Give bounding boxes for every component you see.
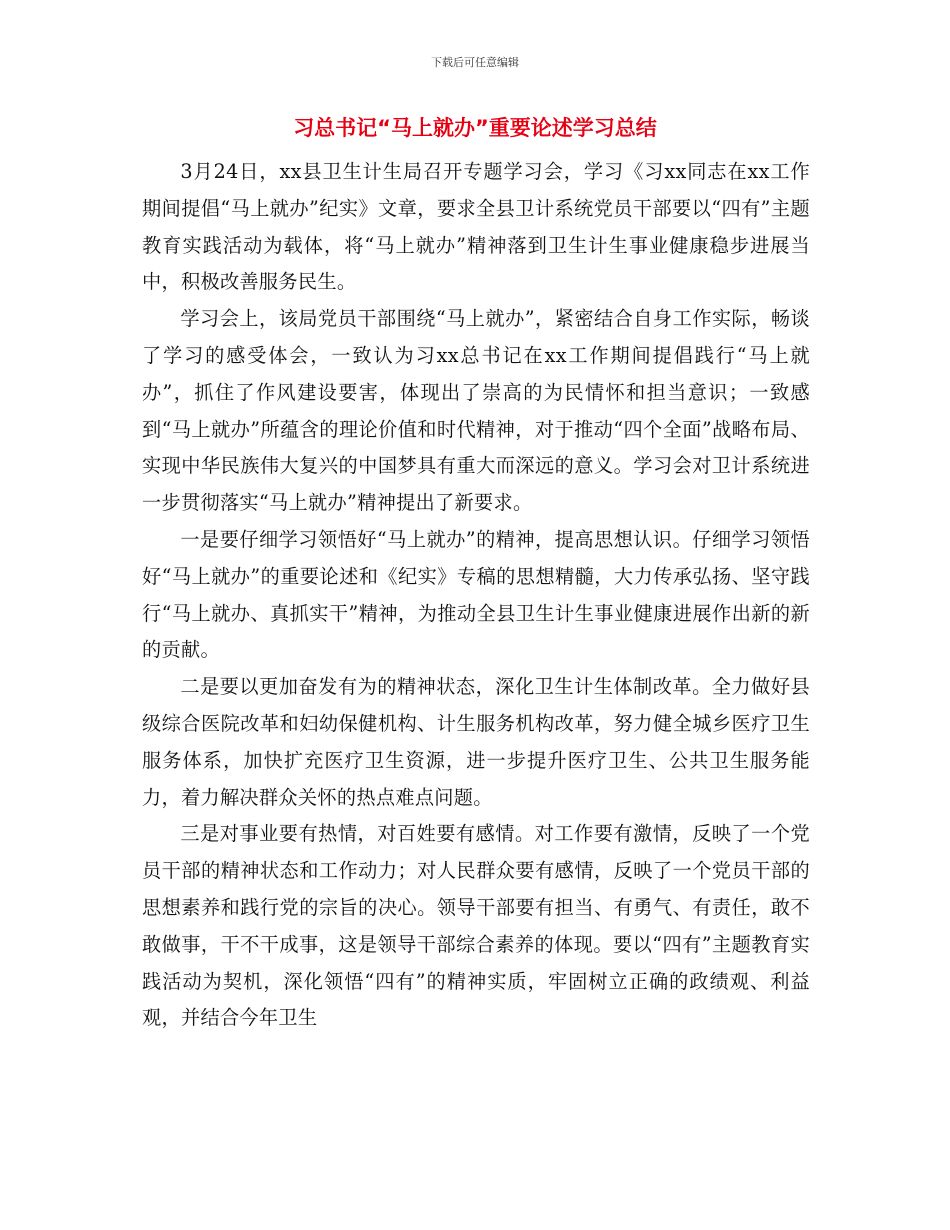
document-body bbox=[142, 154, 810, 1037]
page-header: 下载后可任意编辑 bbox=[431, 56, 519, 69]
paragraph: 二是要以更加奋发有为的精神状态，深化卫生计生体制改革。全力做好县级综合医院改革和妇幼保健机构、计生服务机构改革，努力健全城乡医疗卫生服务体系，加快扩充医疗卫生资源，进一步提升医疗卫生、公共卫生服务能力，着力解决群众关怀的热点难点问题。 bbox=[142, 675, 810, 809]
paragraph: 3月24日，xx县卫生计生局召开专题学习会，学习《习xx同志在xx工作期间提倡“马上就办”纪实》文章，要求全县卫计系统党员干部要以“四有”主题教育实践活动为载体，将“马上就办”精神落到卫生计生事业健康稳步进展当中，积极改善服务民生。 bbox=[142, 160, 810, 294]
paragraph: 一是要仔细学习领悟好“马上就办”的精神，提高思想认识。仔细学习领悟好“马上就办”的重要论述和《纪实》专稿的思想精髓，大力传承弘扬、坚守践行“马上就办、真抓实干”精神，为推动全县卫生计生事业健康进展作出新的新的贡献。 bbox=[142, 527, 810, 662]
paragraph: 学习会上，该局党员干部围绕“马上就办”，紧密结合自身工作实际，畅谈了学习的感受体会，一致认为习xx总书记在xx工作期间提倡践行“马上就办”，抓住了作风建设要害，体现出了崇高的为民情怀和担当意识；一致感到“马上就办”所蕴含的理论价值和时代精神，对于推动“四个全面”战略布局、实现中华民族伟大复兴的中国梦具有重大而深远的意义。学习会对卫计系统进一步贯彻落实“马上就办”精神提出了新要求。 bbox=[142, 307, 810, 515]
document-title: 习总书记“马上就办”重要论述学习总结 bbox=[293, 116, 657, 140]
paragraph: 三是对事业要有热情，对百姓要有感情。对工作要有激情，反映了一个党员干部的精神状态和工作动力；对人民群众要有感情，反映了一个党员干部的思想素养和践行党的宗旨的决心。领导干部要有担当、有勇气、有责任，敢不敢做事，干不干成事，这是领导干部综合素养的体现。要以“四有”主题教育实践活动为契机，深化领悟“四有”的精神实质，牢固树立正确的政绩观、利益观，并结合今年卫生 bbox=[142, 822, 810, 1030]
